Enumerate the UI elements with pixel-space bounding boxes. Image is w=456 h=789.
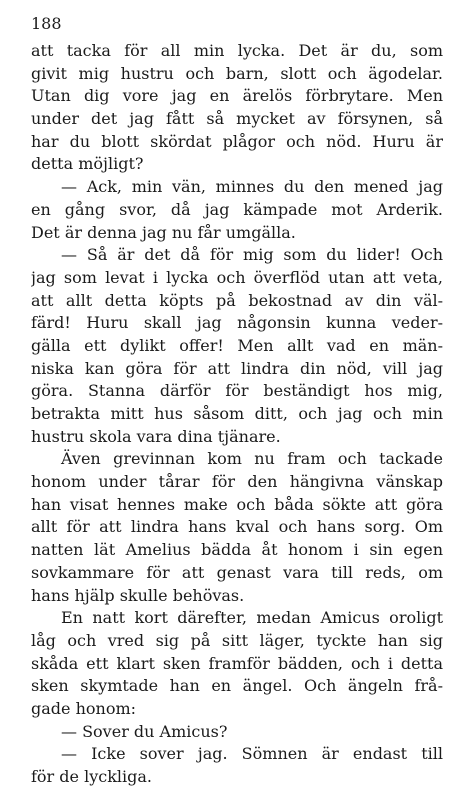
text-line: att allt detta köpts på bekostnad av din väl- (31, 290, 443, 310)
text-line: detta möjligt? (31, 154, 144, 174)
text-line: jag som levat i lycka och överflöd utan att veta, (31, 267, 443, 287)
text-line: allt för att lindra hans kval och hans sorg. Om (31, 517, 443, 537)
text-line: för de lyckliga. (31, 767, 152, 786)
text-line: Det är denna jag nu får umgälla. (31, 222, 296, 242)
page-text (31, 40, 443, 789)
text-line: givit mig hustru och barn, slott och ägodelar. (31, 63, 443, 83)
text-line: hans hjälp skulle behövas. (31, 585, 245, 605)
text-line: Utan dig vore jag en ärelös förbrytare. Men (31, 86, 443, 106)
text-line: hustru skola vara dina tjänare. (31, 426, 281, 446)
text-line: honom under tårar för den hängivna vänskap (31, 472, 443, 492)
text-line: — Sover du Amicus? (61, 721, 228, 741)
text-line: en gång svor, då jag kämpade mot Arderik. (31, 199, 443, 219)
text-line: låg och vred sig på sitt läger, tyckte han sig (31, 630, 443, 650)
text-line: niska kan göra för att lindra din nöd, vill jag (31, 358, 443, 378)
text-line: har du blott skördat plågor och nöd. Huru är (31, 131, 443, 151)
text-line: skåda ett klart sken framför bädden, och i detta (31, 653, 443, 673)
text-line: att tacka för all min lycka. Det är du, som (31, 41, 443, 60)
text-line: — Icke sover jag. Sömnen är endast till (61, 744, 443, 764)
text-line: Även grevinnan kom nu fram och tackade (61, 449, 443, 469)
text-line: under det jag fått så mycket av försynen, så (31, 109, 443, 129)
page-number: 188 (31, 14, 62, 33)
text-line: En natt kort därefter, medan Amicus oroligt (61, 608, 443, 628)
text-line: gade honom: (31, 698, 137, 718)
text-line: sken skymtade han en ängel. Och ängeln frå- (31, 676, 443, 696)
text-line: — Ack, min vän, minnes du den mened jag (61, 177, 443, 197)
text-line: göra. Stanna därför för beständigt hos mig, (31, 381, 443, 401)
text-line: betrakta mitt hus såsom ditt, och jag och min (31, 404, 443, 423)
text-line: färd! Huru skall jag någonsin kunna veder- (31, 313, 443, 333)
text-line: sovkammare för att genast vara till reds, om (31, 562, 443, 582)
text-line: han visat hennes make och båda sökte att göra (31, 494, 443, 514)
text-line: gälla ett dylikt offer! Men allt vad en män- (31, 335, 443, 355)
text-line: — Så är det då för mig som du lider! Och (61, 245, 443, 265)
text-line: natten lät Amelius bädda åt honom i sin egen (31, 540, 443, 560)
